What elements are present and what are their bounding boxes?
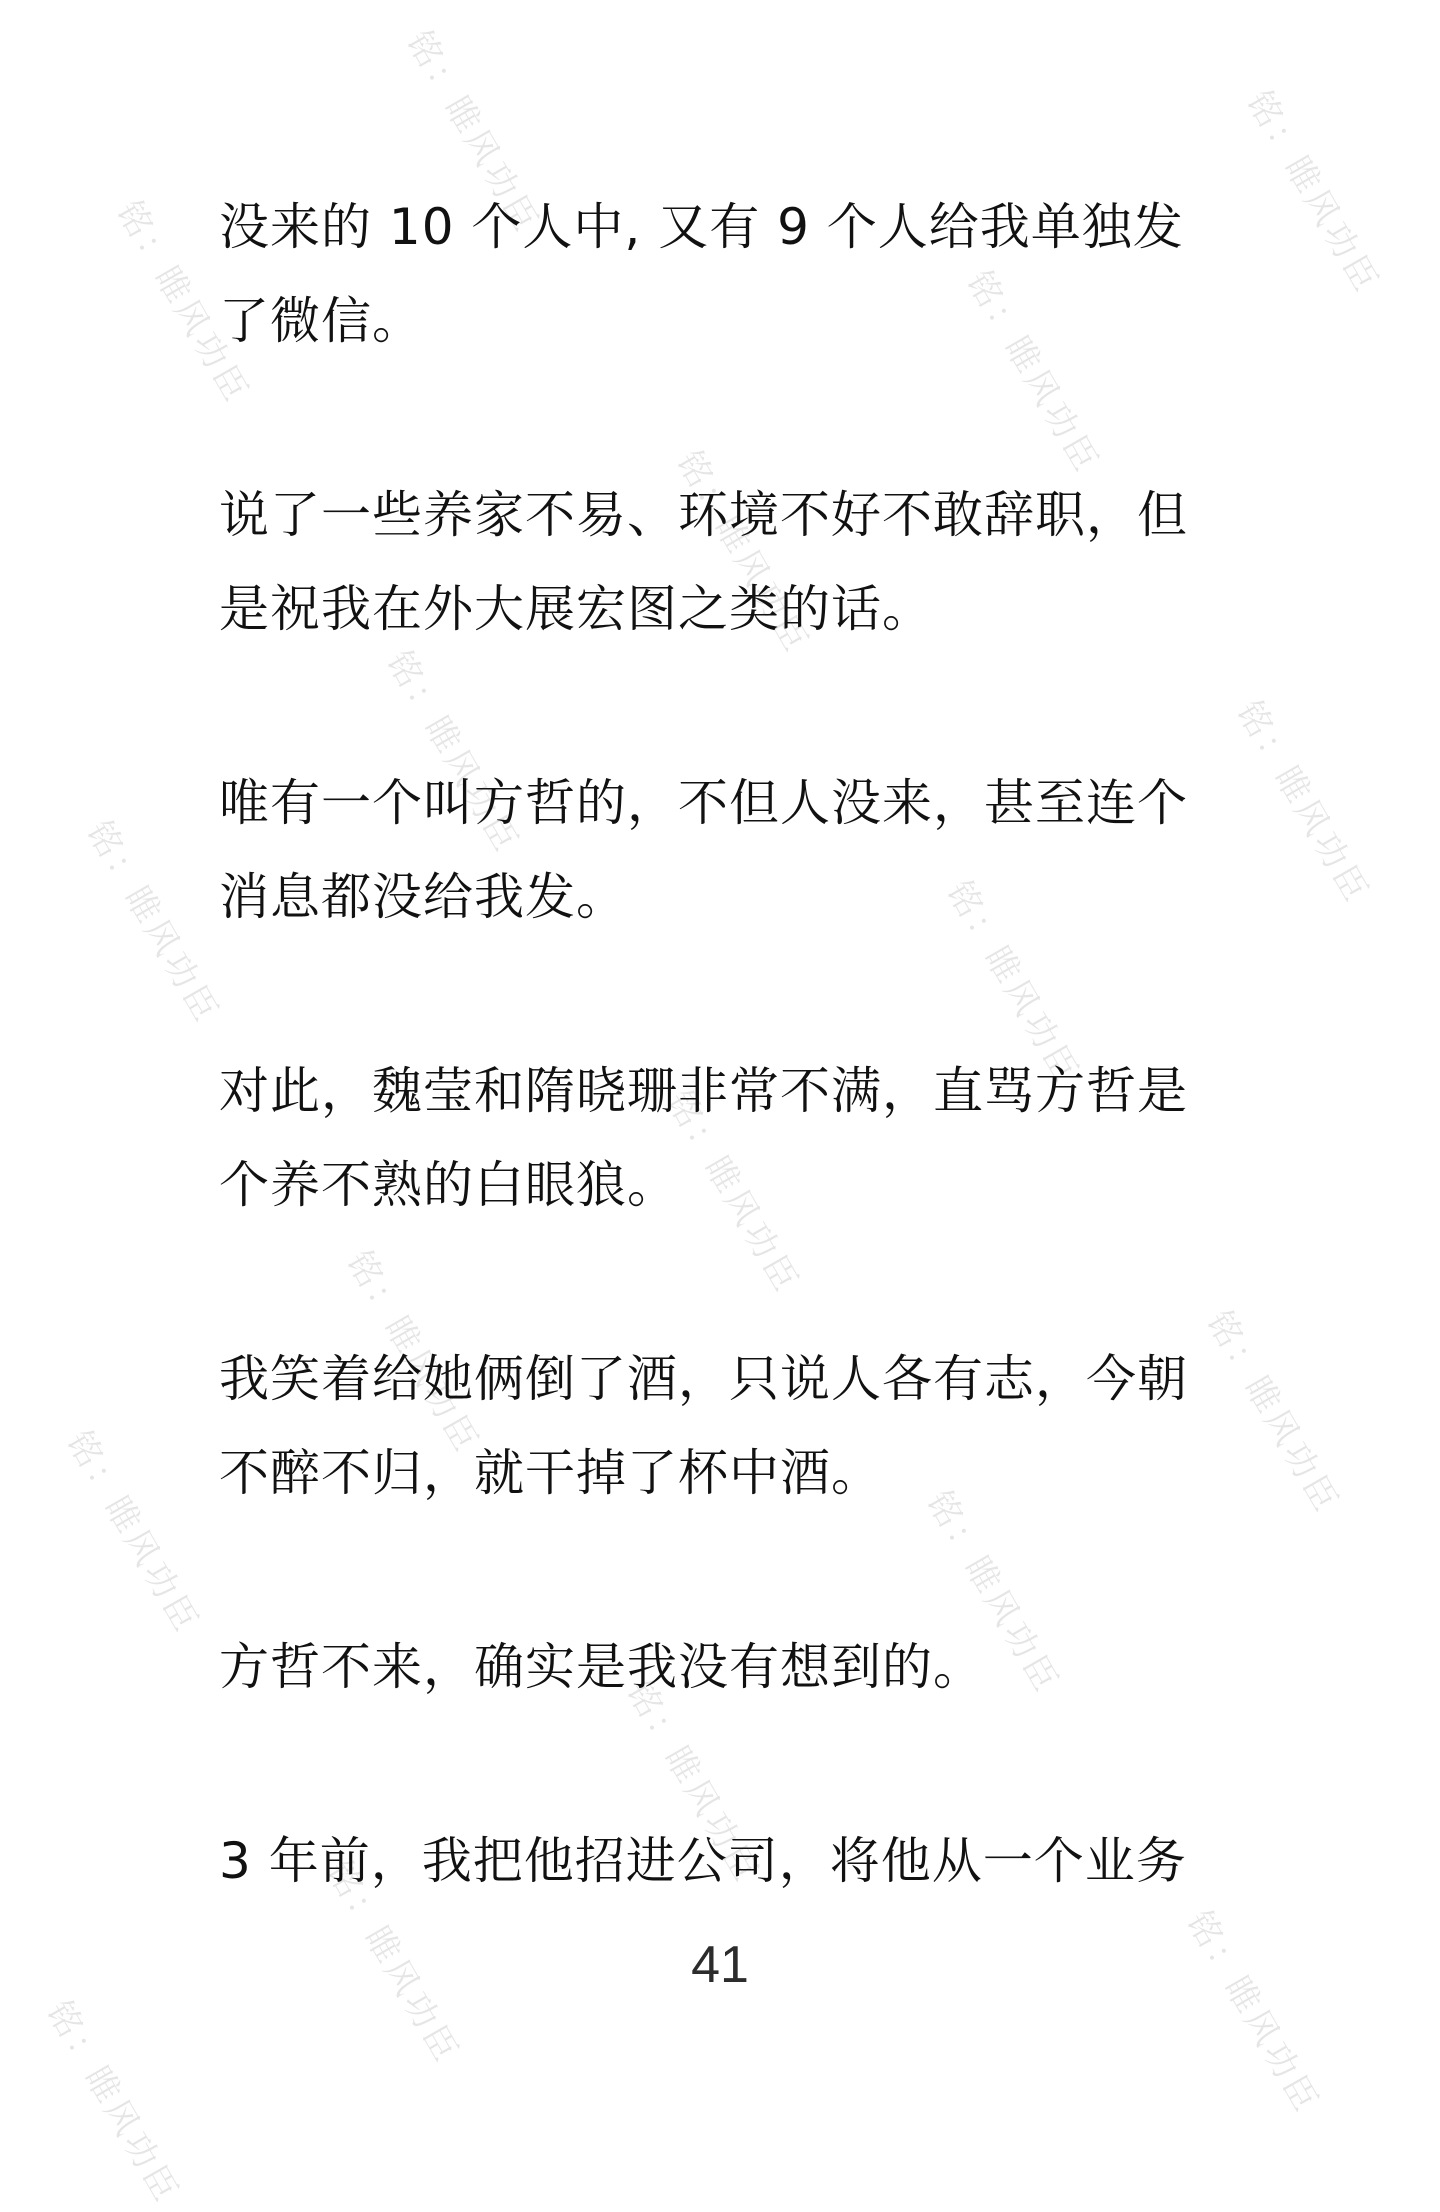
watermark: 铭：睢风功臣 <box>318 1854 468 2072</box>
watermark: 铭：睢风功臣 <box>1198 1304 1348 1522</box>
watermark: 铭：睢风功臣 <box>1178 1904 1328 2122</box>
watermark: 铭：睢风功臣 <box>108 194 258 412</box>
watermark: 铭：睢风功臣 <box>958 264 1108 482</box>
paragraph: 对此，魏莹和隋晓珊非常不满，直骂方哲是个养不熟的白眼狼。 <box>219 1062 1188 1214</box>
watermark: 铭：睢风功臣 <box>668 444 818 662</box>
paragraph: 说了一些养家不易、环境不好不敢辞职，但是祝我在外大展宏图之类的话。 <box>219 486 1188 638</box>
watermark: 铭：睢风功臣 <box>618 1674 768 1892</box>
watermark: 铭：睢风功臣 <box>658 1084 808 1302</box>
paragraph: 唯有一个叫方哲的，不但人没来，甚至连个消息都没给我发。 <box>219 774 1188 926</box>
watermark: 铭：睢风功臣 <box>1238 84 1388 302</box>
paragraph: 方哲不来，确实是我没有想到的。 <box>219 1638 984 1696</box>
body-text <box>219 180 1229 2008</box>
watermark: 铭：睢风功臣 <box>58 1424 208 1642</box>
watermark: 铭：睢风功臣 <box>398 24 548 242</box>
watermark: 铭：睢风功臣 <box>338 1244 488 1462</box>
watermark: 铭：睢风功臣 <box>918 1484 1068 1702</box>
paragraph: 3 年前，我把他招进公司，将他从一个业务 <box>219 1832 1187 1890</box>
watermark: 铭：睢风功臣 <box>38 1994 188 2212</box>
paragraph: 没来的 10 个人中, 又有 9 个人给我单独发了微信。 <box>219 198 1184 350</box>
paragraph: 我笑着给她俩倒了酒，只说人各有志，今朝不醉不归，就干掉了杯中酒。 <box>219 1350 1188 1502</box>
watermark: 铭：睢风功臣 <box>938 874 1088 1092</box>
watermark: 铭：睢风功臣 <box>378 644 528 862</box>
watermark: 铭：睢风功臣 <box>78 814 228 1032</box>
watermark: 铭：睢风功臣 <box>1228 694 1378 912</box>
page-number: 41 <box>691 1936 749 1994</box>
